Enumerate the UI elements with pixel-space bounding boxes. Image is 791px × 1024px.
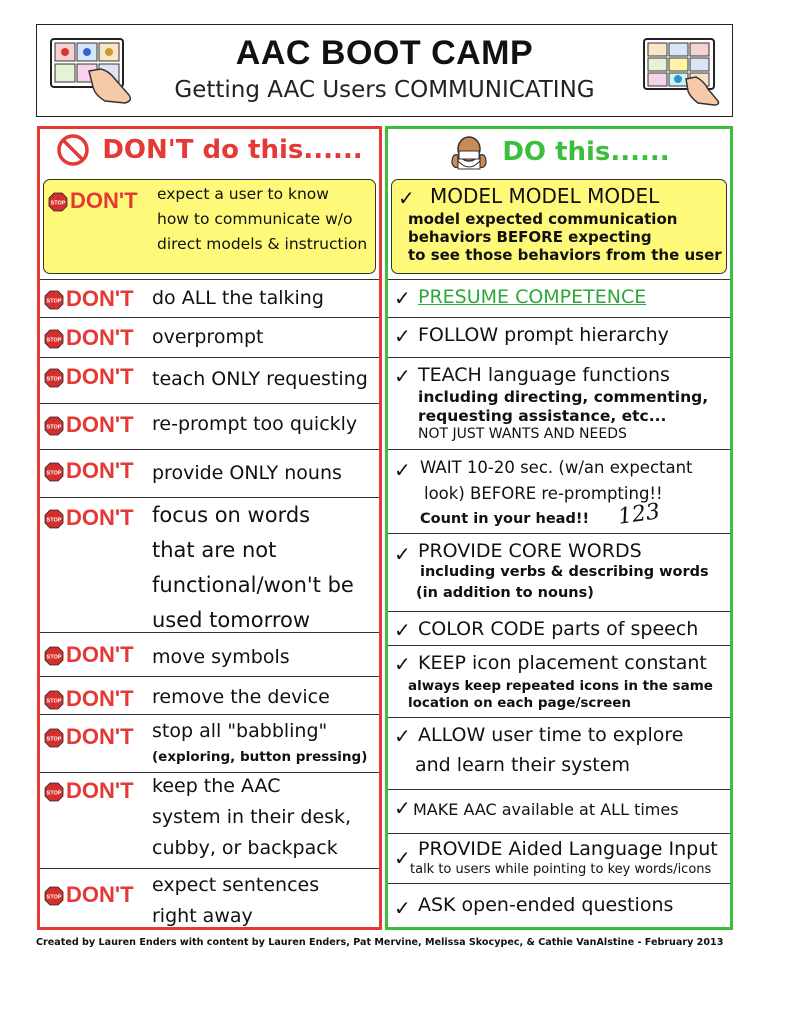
do-item bbox=[388, 789, 730, 833]
do-item bbox=[388, 357, 730, 449]
do-sub-text: model expected communication bbox=[408, 210, 678, 228]
do-main-text: KEEP icon placement constant bbox=[418, 652, 707, 674]
handwritten-count: 123 bbox=[616, 499, 662, 530]
do-sub-text: including directing, commenting, bbox=[418, 388, 709, 406]
do-main-text: MODEL MODEL MODEL bbox=[430, 184, 660, 208]
dont-text-line: move symbols bbox=[152, 646, 290, 668]
stop-sign-text: STOP bbox=[46, 698, 62, 705]
checkmark-icon: ✓ bbox=[394, 324, 411, 348]
page-title: AAC BOOT CAMP bbox=[235, 34, 534, 72]
dont-text-line: (exploring, button pressing) bbox=[152, 749, 368, 765]
dont-text-line: stop all "babbling" bbox=[152, 720, 328, 742]
dont-text-line: expect a user to know bbox=[157, 185, 329, 203]
stop-sign-icon bbox=[44, 416, 64, 436]
page-subtitle: Getting AAC Users COMMUNICATING bbox=[174, 77, 595, 103]
stop-sign-text: STOP bbox=[46, 517, 62, 524]
checkmark-icon: ✓ bbox=[394, 618, 411, 642]
do-main-text: COLOR CODE parts of speech bbox=[418, 618, 699, 640]
do-item bbox=[388, 279, 730, 317]
checkmark-icon: ✓ bbox=[394, 846, 411, 870]
do-sub-text: location on each page/screen bbox=[408, 695, 631, 711]
dont-text-line: teach ONLY requesting bbox=[152, 368, 368, 390]
checkmark-icon: ✓ bbox=[394, 542, 411, 566]
stop-sign-icon bbox=[44, 368, 64, 388]
footer-credit: Created by Lauren Enders with content by Lauren Enders, Pat Mervine, Melissa Skocypec, & Cathie VanAlstine - February 2013 bbox=[36, 937, 724, 948]
dont-text-line: remove the device bbox=[152, 686, 330, 708]
do-heading-text: DO this...... bbox=[502, 137, 670, 167]
dont-text-line: how to communicate w/o bbox=[157, 210, 353, 228]
do-main-text: PROVIDE CORE WORDS bbox=[418, 540, 642, 562]
dont-label: DON'T bbox=[66, 686, 134, 711]
do-item bbox=[388, 317, 730, 357]
dont-text-line: provide ONLY nouns bbox=[152, 462, 342, 484]
do-main-text: PROVIDE Aided Language Input bbox=[418, 838, 718, 860]
do-sub-text: requesting assistance, etc... bbox=[418, 407, 667, 425]
stop-sign-text: STOP bbox=[46, 298, 62, 305]
dont-text-line: cubby, or backpack bbox=[152, 837, 338, 859]
do-note-text: talk to users while pointing to key words/icons bbox=[410, 862, 712, 877]
do-item bbox=[388, 533, 730, 611]
stop-sign-icon bbox=[48, 192, 68, 212]
thumbs-up-person-icon bbox=[448, 133, 490, 171]
dont-text-line: overprompt bbox=[152, 326, 264, 348]
do-main-text: ALLOW user time to explore bbox=[418, 724, 684, 746]
dont-item bbox=[43, 179, 376, 274]
do-sub-text: always keep repeated icons in the same bbox=[408, 678, 713, 694]
dont-label: DON'T bbox=[66, 364, 134, 389]
do-item bbox=[388, 645, 730, 717]
do-sub-text: Count in your head!! bbox=[420, 511, 590, 527]
dont-text-line: re-prompt too quickly bbox=[152, 413, 358, 435]
stop-sign-icon bbox=[44, 290, 64, 310]
do-main-text: PRESUME COMPETENCE bbox=[418, 286, 647, 308]
dont-item bbox=[40, 632, 379, 676]
checkmark-icon: ✓ bbox=[398, 186, 415, 210]
stop-sign-text: STOP bbox=[46, 894, 62, 901]
do-main-text: MAKE AAC available at ALL times bbox=[413, 800, 679, 819]
dont-label: DON'T bbox=[66, 505, 134, 530]
dont-column-heading bbox=[40, 133, 379, 179]
do-sub-text: to see those behaviors from the user bbox=[408, 246, 722, 264]
stop-sign-text: STOP bbox=[46, 376, 62, 383]
do-column-heading bbox=[388, 133, 730, 179]
stop-sign-text: STOP bbox=[46, 424, 62, 431]
dont-label: DON'T bbox=[66, 778, 134, 803]
dont-text-line: keep the AAC bbox=[152, 775, 281, 797]
dont-label: DON'T bbox=[66, 882, 134, 907]
stop-sign-text: STOP bbox=[46, 470, 62, 477]
stop-sign-icon bbox=[44, 509, 64, 529]
dont-item bbox=[40, 676, 379, 714]
dont-text-line: focus on words bbox=[152, 503, 311, 527]
stop-sign-text: STOP bbox=[46, 337, 62, 344]
checkmark-icon: ✓ bbox=[394, 896, 411, 920]
stop-sign-icon bbox=[44, 690, 64, 710]
do-main-text: WAIT 10-20 sec. (w/an expectant bbox=[420, 458, 693, 477]
dont-label: DON'T bbox=[66, 325, 134, 350]
stop-sign-text: STOP bbox=[46, 654, 62, 661]
do-main-text-2: look) BEFORE re-prompting!! bbox=[424, 484, 663, 503]
checkmark-icon: ✓ bbox=[394, 286, 411, 310]
stop-sign-icon bbox=[44, 646, 64, 666]
do-sub-text: (in addition to nouns) bbox=[416, 585, 594, 601]
do-main-text: TEACH language functions bbox=[418, 364, 670, 386]
checkmark-icon: ✓ bbox=[394, 652, 411, 676]
dont-text-line: used tomorrow bbox=[152, 608, 311, 632]
dont-text-line: that are not bbox=[152, 538, 277, 562]
dont-text-line: do ALL the talking bbox=[152, 287, 324, 309]
do-main-text-2: and learn their system bbox=[415, 754, 630, 776]
checkmark-icon: ✓ bbox=[394, 458, 411, 482]
stop-sign-icon bbox=[44, 782, 64, 802]
dont-label: DON'T bbox=[66, 412, 134, 437]
dont-column bbox=[37, 126, 382, 930]
dont-item bbox=[40, 497, 379, 632]
stop-sign-icon bbox=[44, 728, 64, 748]
prohibited-icon bbox=[56, 133, 90, 167]
dont-label: DON'T bbox=[66, 286, 134, 311]
dont-text-line: direct models & instruction bbox=[157, 235, 368, 253]
dont-item bbox=[40, 357, 379, 403]
dont-text-line: system in their desk, bbox=[152, 806, 352, 828]
do-item bbox=[391, 179, 727, 274]
dont-item bbox=[40, 714, 379, 772]
stop-sign-text: STOP bbox=[50, 200, 66, 207]
dont-heading-text: DON'T do this...... bbox=[102, 135, 363, 165]
dont-label: DON'T bbox=[70, 188, 138, 213]
do-item bbox=[388, 883, 730, 930]
stop-sign-icon bbox=[44, 886, 64, 906]
do-column bbox=[385, 126, 733, 930]
dont-text-line: expect sentences bbox=[152, 874, 320, 896]
stop-sign-text: STOP bbox=[46, 790, 62, 797]
dont-item bbox=[40, 317, 379, 357]
do-item bbox=[388, 611, 730, 645]
dont-item bbox=[40, 772, 379, 868]
checkmark-icon: ✓ bbox=[394, 724, 411, 748]
dont-label: DON'T bbox=[66, 458, 134, 483]
do-item bbox=[388, 449, 730, 533]
dont-item bbox=[40, 403, 379, 449]
header-banner bbox=[36, 24, 733, 117]
do-sub-text: behaviors BEFORE expecting bbox=[408, 228, 652, 246]
do-main-text: FOLLOW prompt hierarchy bbox=[418, 324, 669, 346]
stop-sign-icon bbox=[44, 462, 64, 482]
do-note-text: NOT JUST WANTS AND NEEDS bbox=[418, 426, 627, 442]
stop-sign-icon bbox=[44, 329, 64, 349]
dont-label: DON'T bbox=[66, 642, 134, 667]
dont-item bbox=[40, 868, 379, 930]
dont-text-line: functional/won't be bbox=[152, 573, 354, 597]
checkmark-icon: ✓ bbox=[394, 364, 411, 388]
dont-label: DON'T bbox=[66, 724, 134, 749]
checkmark-icon: ✓ bbox=[394, 796, 411, 820]
dont-item bbox=[40, 279, 379, 317]
dont-item bbox=[40, 449, 379, 497]
dont-text-line: right away bbox=[152, 905, 253, 927]
do-item bbox=[388, 833, 730, 883]
do-sub-text: including verbs & describing words bbox=[420, 564, 709, 580]
communication-board-icon bbox=[638, 35, 722, 107]
do-item bbox=[388, 717, 730, 789]
stop-sign-text: STOP bbox=[46, 736, 62, 743]
do-main-text: ASK open-ended questions bbox=[418, 894, 674, 916]
